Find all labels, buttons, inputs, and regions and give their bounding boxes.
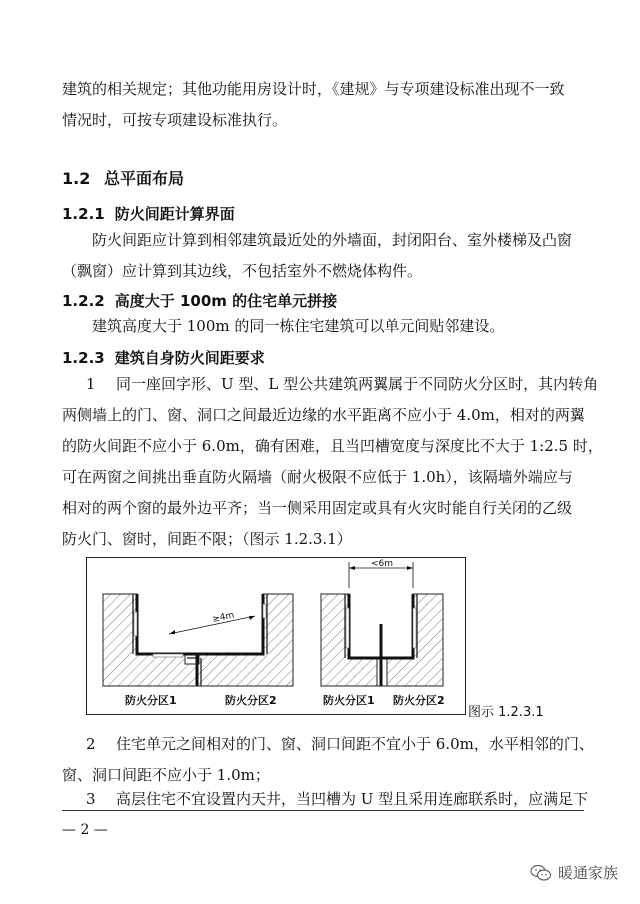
footer-divider	[62, 810, 584, 811]
text-line: 相对的两个窗的最外边平齐；当一侧采用固定或具有火灾时能自行关闭的乙级	[62, 499, 573, 517]
zone-label: 防火分区1	[323, 694, 375, 707]
item-number: 3	[86, 790, 96, 808]
right-plan	[321, 559, 443, 686]
text-line: 可在两窗之间挑出垂直防火隔墙（耐火极限不应低于 1.0h），该隔墙外端应与	[62, 468, 573, 486]
subsection-title: 建筑自身防火间距要求	[114, 349, 265, 367]
wechat-icon	[530, 864, 552, 882]
subsection-number: 1.2.1	[62, 205, 105, 223]
floor-plan-diagram	[87, 558, 465, 714]
section-heading	[62, 166, 184, 189]
zone-label: 防火分区2	[393, 694, 445, 707]
text-line: 情况时，可按专项建设标准执行。	[62, 111, 288, 129]
subsection-heading-1-2-1	[62, 203, 235, 224]
text-line: 防火门、窗时，间距不限；（图示 1.2.3.1）	[62, 530, 352, 548]
text-line: 防火间距应计算到相邻建筑最近处的外墙面，封闭阳台、室外楼梯及凸窗	[92, 231, 573, 249]
left-plan	[103, 594, 293, 686]
text-line: 住宅单元之间相对的门、窗、洞口间距不宜小于 6.0m，水平相邻的门、	[116, 735, 594, 753]
intro-paragraph	[62, 74, 584, 136]
zone-label: 防火分区2	[225, 694, 277, 707]
paragraph-1-2-2	[62, 311, 584, 342]
subsection-heading-1-2-2	[62, 290, 337, 311]
subsection-number: 1.2.3	[62, 349, 105, 367]
text-line: 建筑高度大于 100m 的同一栋住宅建筑可以单元间贴邻建设。	[92, 317, 505, 335]
text-line: 两侧墙上的门、窗、洞口之间最近边缘的水平距离不应小于 4.0m，相对的两翼	[62, 406, 585, 424]
watermark-text: 暖通家族	[557, 864, 618, 882]
text-line: 高层住宅不宜设置内天井，当凹槽为 U 型且采用连廊联系时，应满足下	[116, 790, 589, 808]
subsection-number: 1.2.2	[62, 292, 105, 310]
subsection-title: 防火间距计算界面	[114, 205, 235, 223]
text-line: 建筑的相关规定；其他功能用房设计时，《建规》与专项建设标准出现不一致	[62, 80, 565, 98]
text-line: 的防火间距不应小于 6.0m，确有困难，且当凹槽宽度与深度比不大于 1:2.5 时，	[62, 437, 603, 455]
paragraph-1-2-1	[62, 225, 584, 287]
subsection-title: 高度大于 100m 的住宅单元拼接	[114, 292, 338, 310]
section-number: 1.2	[62, 169, 91, 188]
text-line: 同一座回字形、U 型、L 型公共建筑两翼属于不同防火分区时，其内转角	[116, 375, 599, 393]
distance-label: ≥4m	[211, 610, 236, 625]
text-line: 窗、洞口间距不应小于 1.0m；	[62, 766, 270, 784]
item-1	[62, 369, 603, 555]
figure-1-2-3-1	[86, 557, 466, 715]
distance-label: <6m	[371, 559, 394, 569]
section-title: 总平面布局	[104, 169, 185, 188]
page-number: — 2 —	[62, 822, 108, 838]
figure-caption: 图示 1.2.3.1	[468, 705, 544, 720]
text-line: （飘窗）应计算到其边线，不包括室外不燃烧体构件。	[62, 262, 423, 280]
watermark	[530, 862, 618, 883]
item-2	[62, 729, 594, 791]
subsection-heading-1-2-3	[62, 347, 265, 368]
item-number: 1	[86, 375, 96, 393]
zone-label: 防火分区1	[125, 694, 177, 707]
item-number: 2	[86, 735, 96, 753]
